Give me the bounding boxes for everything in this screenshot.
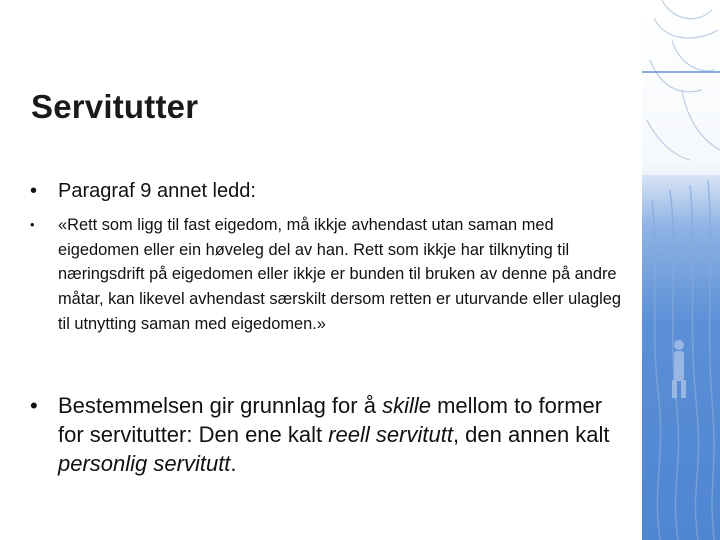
bullet-marker: •	[30, 217, 35, 232]
bullet-item	[30, 391, 630, 478]
legal-quote-text: «Rett som ligg til fast eigedom, må ikkje avhendast utan saman med eigedomen eller ein høveleg del av han. Rett som ikkje har tilknyting til næringsdrift på eigedomen eller ikkje er bunden til bruken av denne på andre måtar, kan likevel avhendast særskilt dersom retten er uturvande eller ulagleg til utnytting saman med eigedomen.»	[58, 216, 622, 333]
bullet-marker: •	[30, 393, 38, 418]
emphasis-reell-servitutt: reell servitutt	[328, 422, 453, 447]
bullet-text	[58, 391, 630, 478]
statue-watermark-icon	[642, 0, 720, 540]
bullet-text: Paragraf 9 annet ledd:	[58, 180, 256, 202]
emphasis-personlig-servitutt: personlig servitutt	[58, 451, 231, 476]
text-run: , den annen kalt	[452, 422, 610, 447]
emphasis-skille: skille	[382, 393, 431, 418]
bullet-item-quote	[30, 213, 630, 337]
slide-title: Servitutter	[31, 88, 199, 125]
text-run: Bestemmelsen gir grunnlag for å	[58, 393, 383, 418]
text-run: mellom to former for servitutter: Den ene kalt	[58, 393, 603, 447]
text-run: .	[230, 451, 237, 476]
bullet-item	[30, 179, 256, 203]
bullet-marker: •	[30, 180, 38, 202]
decorative-sidebar	[642, 0, 720, 540]
